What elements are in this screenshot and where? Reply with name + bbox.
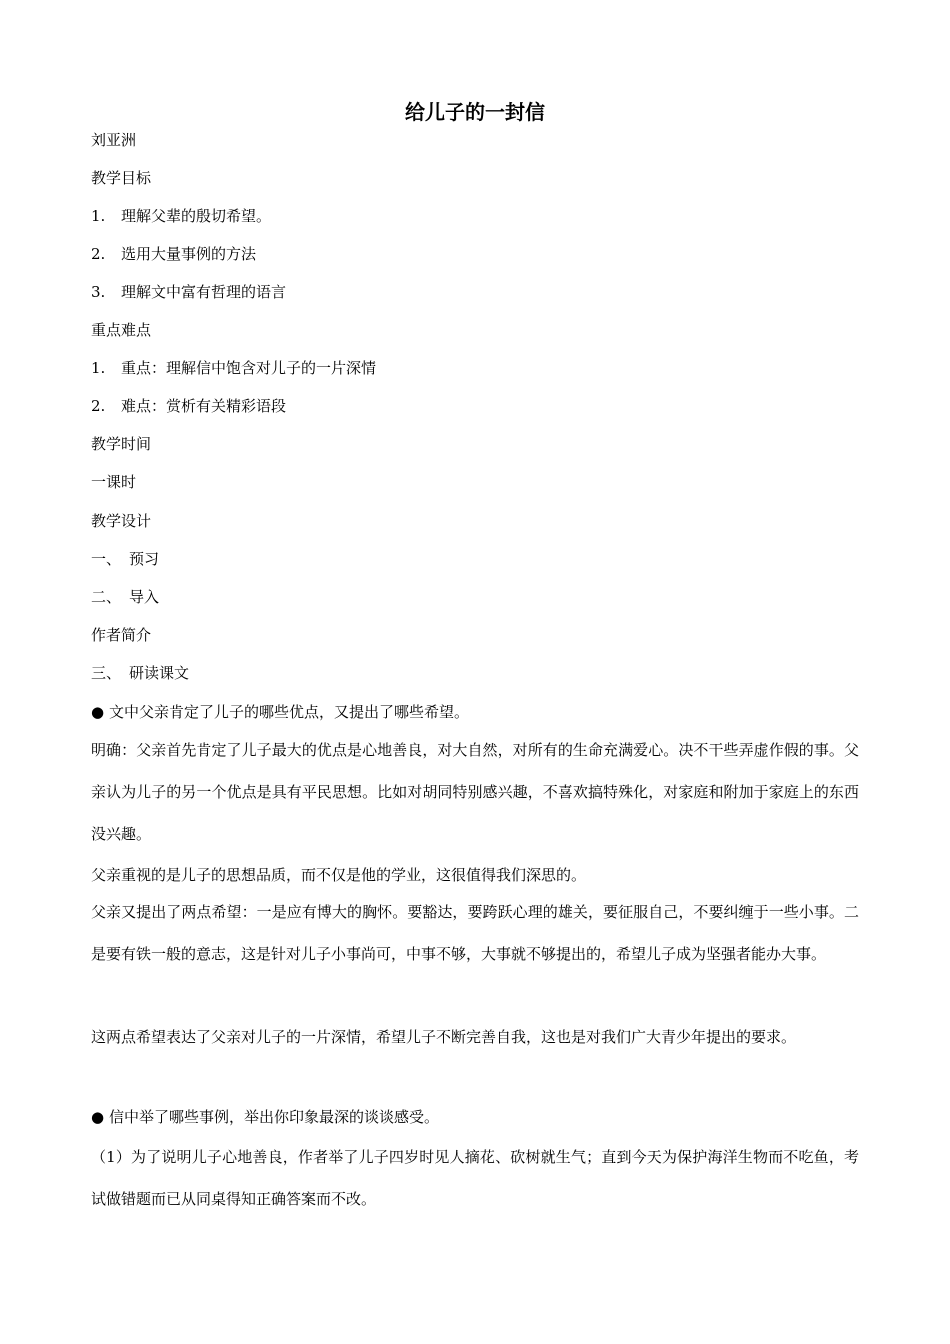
time-value: 一课时 bbox=[91, 473, 137, 491]
keypoint-item bbox=[91, 358, 376, 378]
design-heading: 教学设计 bbox=[91, 512, 152, 530]
objective-item bbox=[91, 244, 256, 264]
keypoint-text: 难点：赏析有关精彩语段 bbox=[121, 397, 287, 415]
step-number: 三、 bbox=[91, 664, 122, 682]
body-paragraph: 这两点希望表达了父亲对儿子的一片深情，希望儿子不断完善自我，这也是对我们广大青少年提出的要求。 bbox=[91, 1028, 797, 1046]
question-text: 文中父亲肯定了儿子的哪些优点，又提出了哪些希望。 bbox=[109, 703, 470, 721]
keypoint-item bbox=[91, 396, 286, 416]
bullet-icon: ● bbox=[91, 703, 105, 721]
time-heading: 教学时间 bbox=[91, 435, 152, 453]
step-text: 研读课文 bbox=[129, 664, 190, 682]
example-paragraph: （1）为了说明儿子心地善良，作者举了儿子四岁时见人摘花、砍树就生气；直到今天为保护海洋生物而不吃鱼，考试做错题而已从同桌得知正确答案而不改。 bbox=[91, 1148, 859, 1208]
keypoint-number: 2. bbox=[91, 397, 106, 415]
objective-text: 理解父辈的殷切希望。 bbox=[121, 207, 272, 225]
objective-text: 选用大量事例的方法 bbox=[121, 245, 257, 263]
objective-text: 理解文中富有哲理的语言 bbox=[121, 283, 287, 301]
objective-item bbox=[91, 206, 271, 226]
body-paragraph: 父亲又提出了两点希望：一是应有博大的胸怀。要豁达，要跨跃心理的雄关，要征服自己，不要纠缠于一些小事。二是要有铁一般的意志，这是针对儿子小事尚可，中事不够，大事就不够提出的，希望儿子成为坚强者能办大事。 bbox=[91, 903, 859, 963]
author-name: 刘亚洲 bbox=[91, 131, 137, 149]
body-paragraph: 父亲重视的是儿子的思想品质，而不仅是他的学业，这很值得我们深思的。 bbox=[91, 866, 587, 884]
step-number: 二、 bbox=[91, 588, 122, 606]
objectives-heading: 教学目标 bbox=[91, 169, 152, 187]
answer-paragraph: 明确：父亲首先肯定了儿子最大的优点是心地善良，对大自然，对所有的生命充满爱心。决不干些弄虚作假的事。父亲认为儿子的另一个优点是具有平民思想。比如对胡同特别感兴趣，不喜欢搞特殊化，对家庭和附加于家庭上的东西没兴趣。 bbox=[91, 741, 859, 843]
keypoint-text: 重点：理解信中饱含对儿子的一片深情 bbox=[121, 359, 377, 377]
step-text: 预习 bbox=[129, 550, 160, 568]
author-intro-heading: 作者简介 bbox=[91, 626, 152, 644]
question-item bbox=[91, 702, 469, 722]
bullet-icon: ● bbox=[91, 1108, 105, 1126]
design-step bbox=[91, 663, 189, 683]
objective-number: 3. bbox=[91, 283, 106, 301]
step-text: 导入 bbox=[129, 588, 160, 606]
objective-number: 1. bbox=[91, 207, 106, 225]
document-title: 给儿子的一封信 bbox=[405, 100, 545, 124]
design-step bbox=[91, 587, 159, 607]
objective-item bbox=[91, 282, 286, 302]
question-item bbox=[91, 1107, 439, 1127]
step-number: 一、 bbox=[91, 550, 122, 568]
keypoint-number: 1. bbox=[91, 359, 106, 377]
question-text: 信中举了哪些事例，举出你印象最深的谈谈感受。 bbox=[109, 1108, 440, 1126]
design-step bbox=[91, 549, 159, 569]
keypoints-heading: 重点难点 bbox=[91, 321, 152, 339]
objective-number: 2. bbox=[91, 245, 106, 263]
